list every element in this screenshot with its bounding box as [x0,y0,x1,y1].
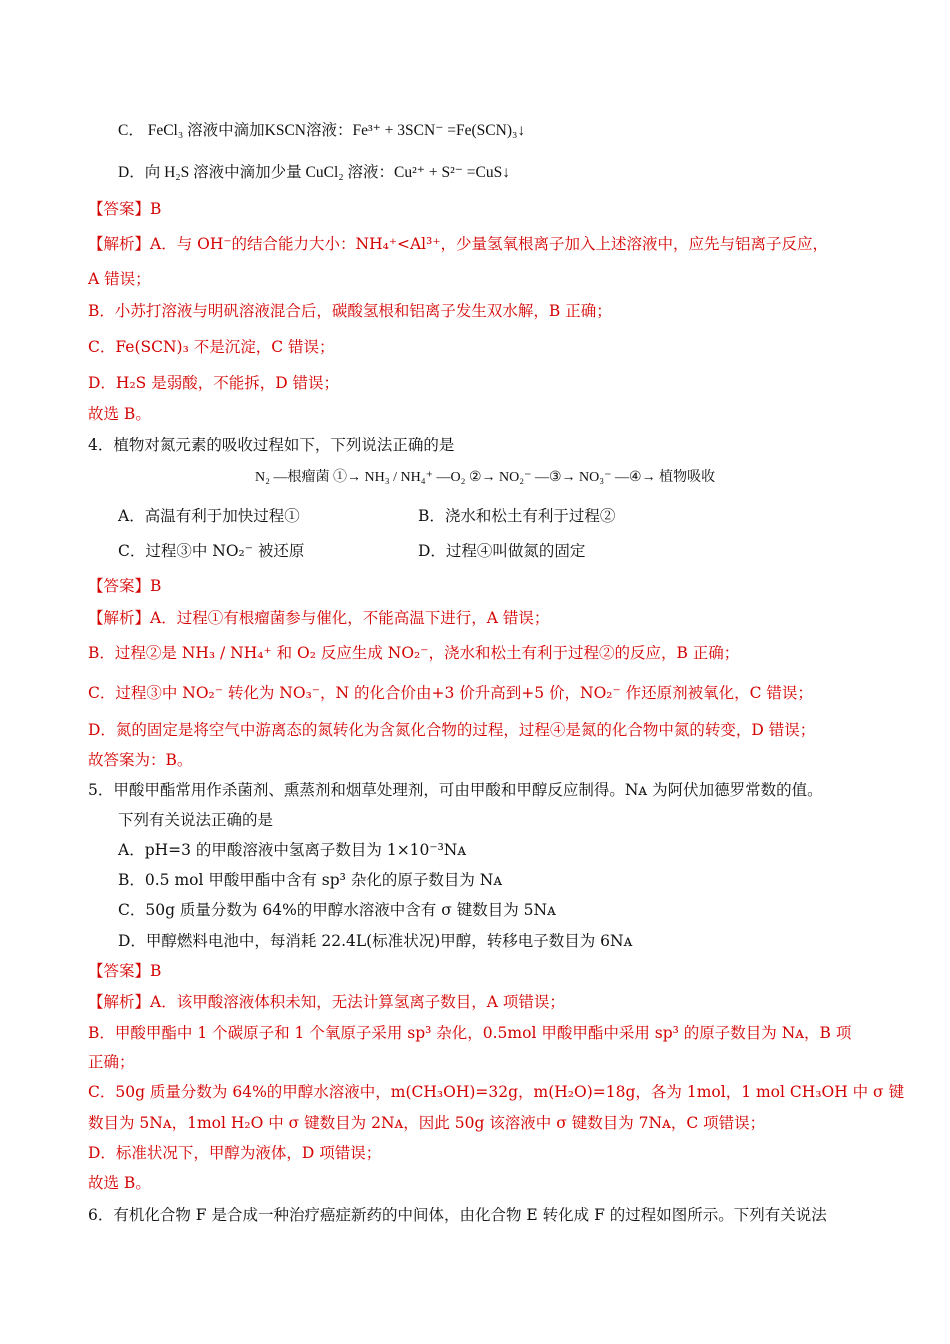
q5-explanation-b: B．甲酸甲酯中 1 个碳原子和 1 个氧原子采用 sp³ 杂化，0.5mol 甲酸甲酯中采用 sp³ 的原子数目为 Nᴀ，B 项 [88,1024,852,1042]
q5-option-b: B．0.5 mol 甲酸甲酯中含有 sp³ 杂化的原子数目为 Nᴀ [118,871,503,889]
q3-explanation-a: 【解析】A．与 OH⁻的结合能力大小：NH₄⁺<Al³⁺，少量氢氧根离子加入上述溶液中，应先与铝离子反应， [88,235,829,253]
q4-reaction-scheme: N₂ —根瘤菌 ①→ NH₃ / NH₄⁺ —O₂ ②→ NO₂⁻ —③→ NO₃⁻ —④→ 植物吸收 [255,470,716,485]
q5-option-c: C．50g 质量分数为 64%的甲醇水溶液中含有 σ 键数目为 5Nᴀ [118,901,556,919]
q5-explanation-d: D．标准状况下，甲醇为液体，D 项错误； [88,1144,382,1162]
q3-option-c: C． FeCl₃ 溶液中滴加KSCN溶液：Fe³⁺ + 3SCN⁻ =Fe(SCN)₃↓ [118,122,526,139]
q3-option-d: D．向 H₂S 溶液中滴加少量 CuCl₂ 溶液：Cu²⁺ + S²⁻ =CuS↓ [118,164,510,181]
q4-conclusion: 故答案为：B。 [88,751,193,769]
q3-explanation-c: C．Fe(SCN)₃ 不是沉淀，C 错误； [88,338,335,356]
q4-stem: 4．植物对氮元素的吸收过程如下，下列说法正确的是 [88,436,455,454]
q4-explanation-d: D．氮的固定是将空气中游离态的氮转化为含氮化合物的过程，过程④是氮的化合物中氮的转变，D 错误； [88,721,816,739]
q5-option-a: A．pH=3 的甲酸溶液中氢离子数目为 1×10⁻³Nᴀ [118,841,467,859]
q5-answer: 【答案】B [88,962,162,980]
q5-stem: 5．甲酸甲酯常用作杀菌剂、熏蒸剂和烟草处理剂，可由甲酸和甲醇反应制得。Nᴀ 为阿伏加德罗常数的值。 [88,781,823,799]
q5-explanation-c: C．50g 质量分数为 64%的甲醇水溶液中，m(CH₃OH)=32g，m(H₂O)=18g，各为 1mol，1 mol CH₃OH 中 σ 键 [88,1083,905,1101]
q4-explanation-b: B．过程②是 NH₃ / NH₄⁺ 和 O₂ 反应生成 NO₂⁻，浇水和松土有利于过程②的反应，B 正确； [88,644,740,662]
q6-stem: 6．有机化合物 F 是合成一种治疗癌症新药的中间体，由化合物 E 转化成 F 的过程如图所示。下列有关说法 [88,1206,827,1224]
q3-explanation-d: D．H₂S 是弱酸，不能拆，D 错误； [88,374,340,392]
q5-conclusion: 故选 B。 [88,1174,151,1192]
q5-explanation-c-cont: 数目为 5Nᴀ，1mol H₂O 中 σ 键数目为 2Nᴀ，因此 50g 该溶液中 σ 键数目为 7Nᴀ，C 项错误； [88,1114,766,1132]
q4-explanation-a: 【解析】A．过程①有根瘤菌参与催化，不能高温下进行，A 错误； [88,609,550,627]
q5-option-d: D．甲醇燃料电池中，每消耗 22.4L(标准状况)甲醇，转移电子数目为 6Nᴀ [118,932,633,950]
q3-explanation-a-cont: A 错误； [88,270,151,288]
q3-explanation-b: B．小苏打溶液与明矾溶液混合后，碳酸氢根和铝离子发生双水解，B 正确； [88,302,612,320]
q3-conclusion: 故选 B。 [88,405,151,423]
q4-option-d: D．过程④叫做氮的固定 [418,542,586,560]
q4-answer: 【答案】B [88,577,162,595]
q5-stem-cont: 下列有关说法正确的是 [118,811,274,829]
q3-answer: 【答案】B [88,200,162,218]
q5-explanation-a: 【解析】A．该甲酸溶液体积未知，无法计算氢离子数目，A 项错误； [88,993,565,1011]
q4-option-b: B．浇水和松土有利于过程② [418,507,616,525]
q5-explanation-b-cont: 正确； [88,1053,135,1071]
q4-option-c: C．过程③中 NO₂⁻ 被还原 [118,542,305,560]
q4-explanation-c: C．过程③中 NO₂⁻ 转化为 NO₃⁻，N 的化合价由+3 价升高到+5 价，NO₂⁻ 作还原剂被氧化，C 错误； [88,684,813,702]
q4-option-a: A．高温有利于加快过程① [118,507,300,525]
